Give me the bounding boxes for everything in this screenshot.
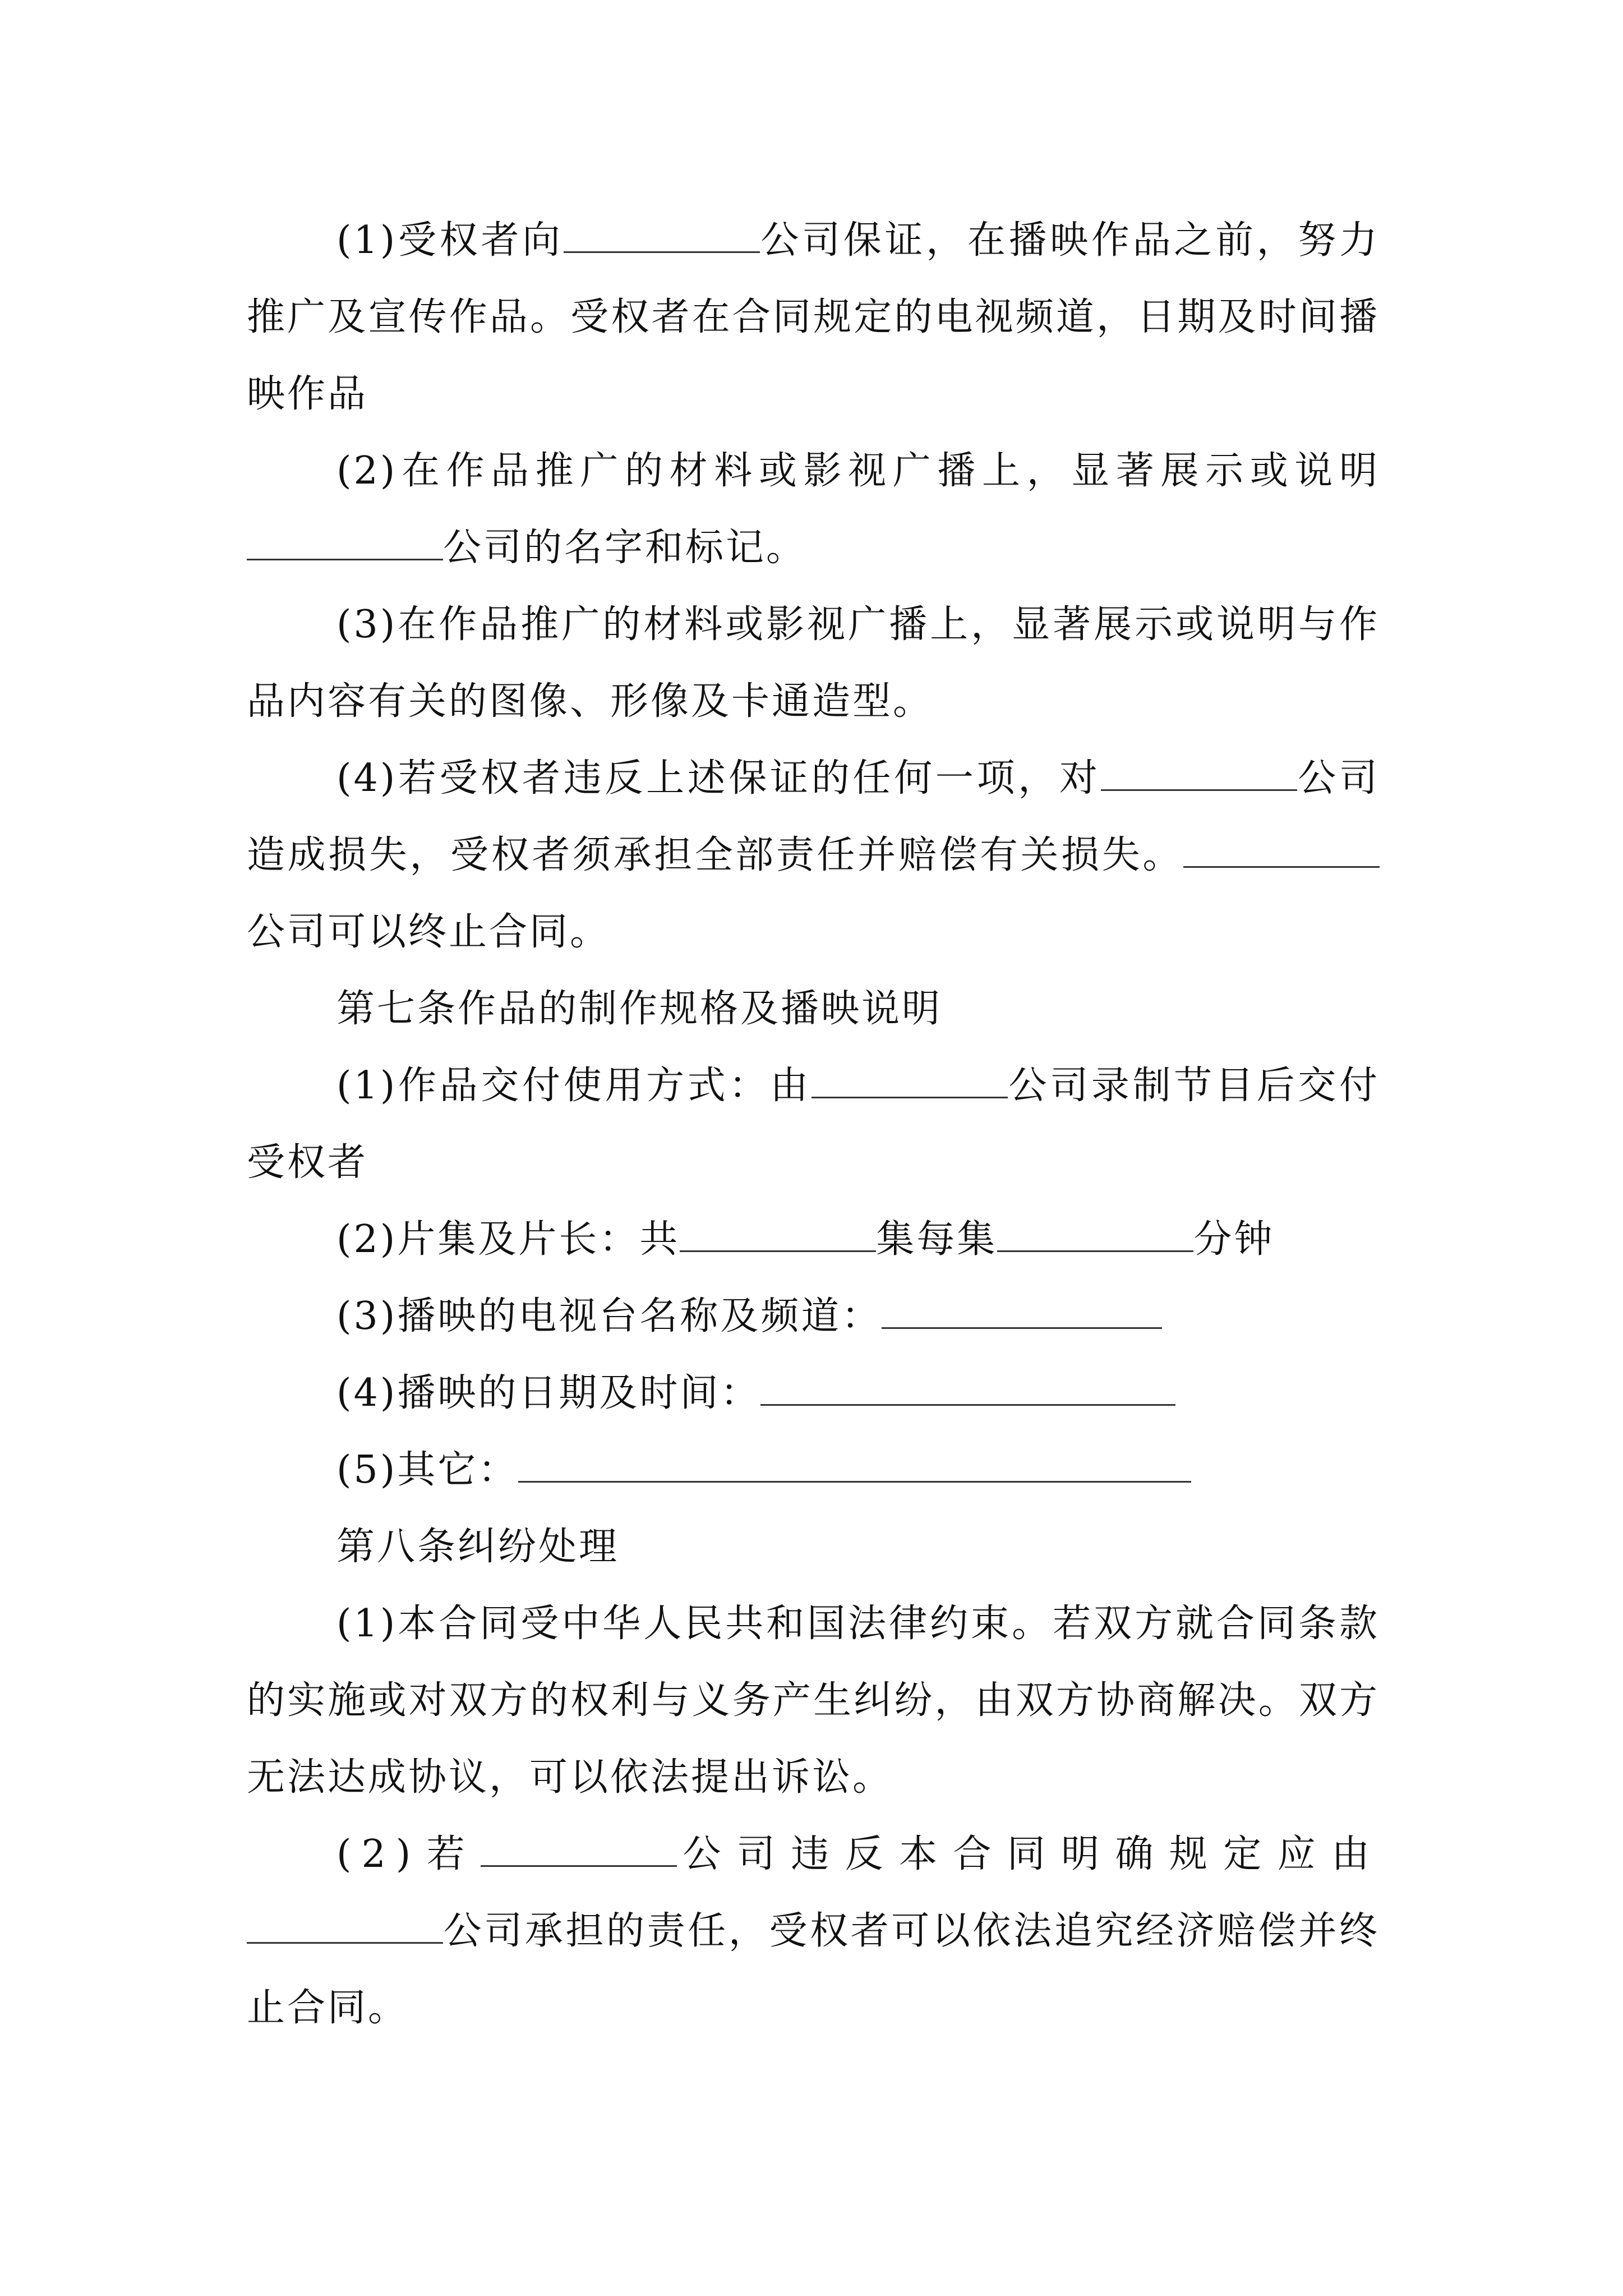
clause8-item1 xyxy=(247,1585,1380,1816)
clause6-item1-text-b: 公司保证，在播映作品之前，努力推广及宣传作品。受权者在合同规定的电视频道，日期及时间播映作品 xyxy=(247,218,1380,416)
blank-line xyxy=(882,1294,1162,1329)
clause8-item2-text-a: (2)若 xyxy=(336,1832,481,1876)
blank-line xyxy=(1101,756,1297,791)
blank-line xyxy=(760,1370,1175,1406)
clause8-title: 第八条纠纷处理 xyxy=(336,1525,620,1569)
document-page xyxy=(247,202,1380,2046)
clause6-item1 xyxy=(247,202,1380,432)
blank-line xyxy=(481,1832,677,1867)
clause8-item2-text-c: 公司承担的责任，受权者可以依法追究经济赔偿并终止合同。 xyxy=(247,1909,1380,2030)
clause7-item4-text: (4)播映的日期及时间： xyxy=(336,1371,761,1415)
clause6-item2-text-b: 公司的名字和标记。 xyxy=(443,526,807,570)
clause6-item3-text: (3)在作品推广的材料或影视广播上，显著展示或说明与作品内容有关的图像、形像及卡通造型。 xyxy=(247,602,1380,724)
blank-line xyxy=(997,1217,1193,1252)
clause7-item2 xyxy=(247,1201,1380,1278)
clause6-item3 xyxy=(247,586,1380,740)
clause7-item5-text: (5)其它： xyxy=(336,1448,519,1492)
clause7-item2-text-a: (2)片集及片长：共 xyxy=(336,1217,680,1262)
clause7-item2-text-b: 集每集 xyxy=(876,1217,998,1262)
blank-line xyxy=(811,1063,1008,1098)
clause7-item4 xyxy=(247,1355,1380,1432)
clause6-item4-text-a: (4)若受权者违反上述保证的任何一项，对 xyxy=(336,756,1101,800)
clause7-item3 xyxy=(247,1278,1380,1355)
blank-line xyxy=(247,525,443,560)
blank-line xyxy=(247,1908,443,1944)
clause8-item2 xyxy=(247,1816,1380,2046)
clause8-item1-text: (1)本合同受中华人民共和国法律约束。若双方就合同条款的实施或对双方的权利与义务产生纠纷，由双方协商解决。双方无法达成协议，可以依法提出诉讼。 xyxy=(247,1602,1380,1800)
blank-line xyxy=(1183,832,1380,868)
clause6-item2-text-a: (2)在作品推广的材料或影视广播上，显著展示或说明 xyxy=(336,449,1380,493)
clause6-item4-text-b: 公司造成损失，受权者须承担全部责任并赔偿有关损失。 xyxy=(247,756,1380,877)
clause7-item1-text-b: 公司录制节目后交付受权者 xyxy=(247,1064,1380,1185)
clause6-item4-text-c: 公司可以终止合同。 xyxy=(247,910,611,954)
clause7-item1 xyxy=(247,1047,1380,1201)
clause8-item2-text-b: 公司违反本合同明确规定应由 xyxy=(677,1832,1380,1876)
clause7-item2-text-c: 分钟 xyxy=(1193,1217,1275,1262)
clause6-item2 xyxy=(247,432,1380,586)
blank-line xyxy=(518,1447,1191,1483)
clause7-item1-text-a: (1)作品交付使用方式：由 xyxy=(336,1064,811,1108)
clause6-item1-text-a: (1)受权者向 xyxy=(336,218,564,263)
blank-line xyxy=(680,1217,876,1252)
clause7-title: 第七条作品的制作规格及播映说明 xyxy=(336,987,943,1031)
clause7-item3-text: (3)播映的电视台名称及频道： xyxy=(336,1294,882,1338)
clause6-item4 xyxy=(247,740,1380,970)
clause7-item5 xyxy=(247,1432,1380,1508)
blank-line xyxy=(564,218,760,253)
